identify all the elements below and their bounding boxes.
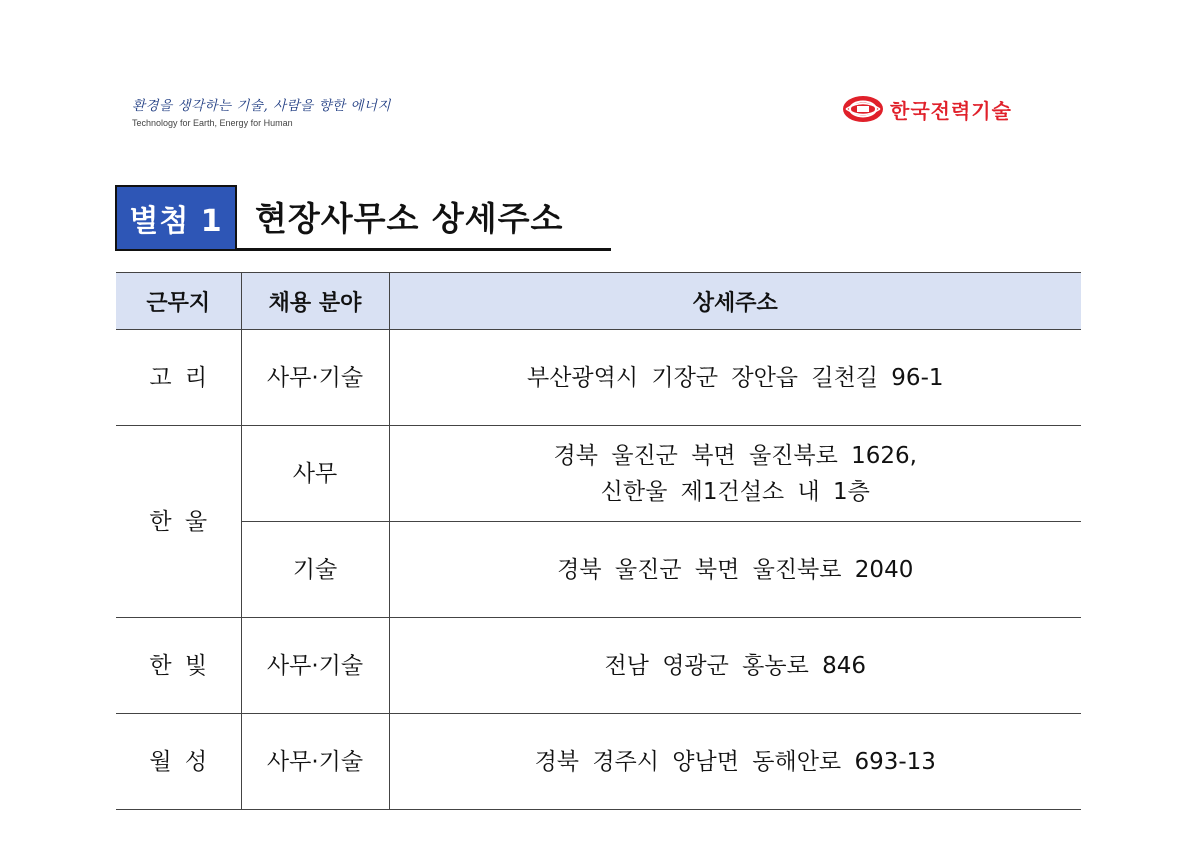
address-cell (389, 522, 1081, 618)
field-cell: 사무·기술 (241, 618, 389, 714)
address-cell (389, 330, 1081, 426)
table-row (116, 330, 1081, 426)
address-cell (389, 618, 1081, 714)
field-cell: 사무·기술 (241, 330, 389, 426)
table-row (116, 618, 1081, 714)
slogan-korean: 환경을 생각하는 기술, 사람을 향한 에너지 (132, 98, 391, 114)
office-address-table (116, 272, 1081, 810)
header-address: 상세주소 (389, 273, 1081, 330)
kepco-ec-logo-icon (842, 94, 884, 124)
location-cell: 한 빛 (116, 618, 241, 714)
brand (842, 94, 1012, 124)
address-line: 경북 울진군 북면 울진북로 2040 (557, 556, 914, 583)
address-line: 부산광역시 기장군 장안읍 길천길 96-1 (527, 364, 944, 391)
address-line: 전남 영광군 홍농로 846 (604, 652, 867, 679)
brand-name: 한국전력기술 (890, 98, 1012, 123)
field-cell: 사무 (241, 426, 389, 522)
location-cell: 월 성 (116, 714, 241, 810)
address-cell (389, 426, 1081, 522)
table-row (116, 714, 1081, 810)
table-header-row (116, 273, 1081, 330)
address-line: 신한울 제1건설소 내 1층 (600, 478, 870, 505)
address-line: 경북 울진군 북면 울진북로 1626, (553, 442, 917, 469)
field-cell: 사무·기술 (241, 714, 389, 810)
location-cell: 고 리 (116, 330, 241, 426)
header-field: 채용 분야 (241, 273, 389, 330)
address-line: 경북 경주시 양남면 동해안로 693-13 (534, 748, 936, 775)
address-cell (389, 714, 1081, 810)
table-row (116, 522, 1081, 618)
header-location: 근무지 (116, 273, 241, 330)
title-text: 현장사무소 상세주소 (237, 185, 611, 251)
field-cell: 기술 (241, 522, 389, 618)
table-row (116, 426, 1081, 522)
location-cell: 한 울 (116, 426, 241, 618)
slogan (132, 94, 391, 128)
attachment-badge: 별첨 1 (115, 185, 237, 251)
page-title (115, 185, 611, 251)
slogan-english: Technology for Earth, Energy for Human (132, 118, 293, 128)
